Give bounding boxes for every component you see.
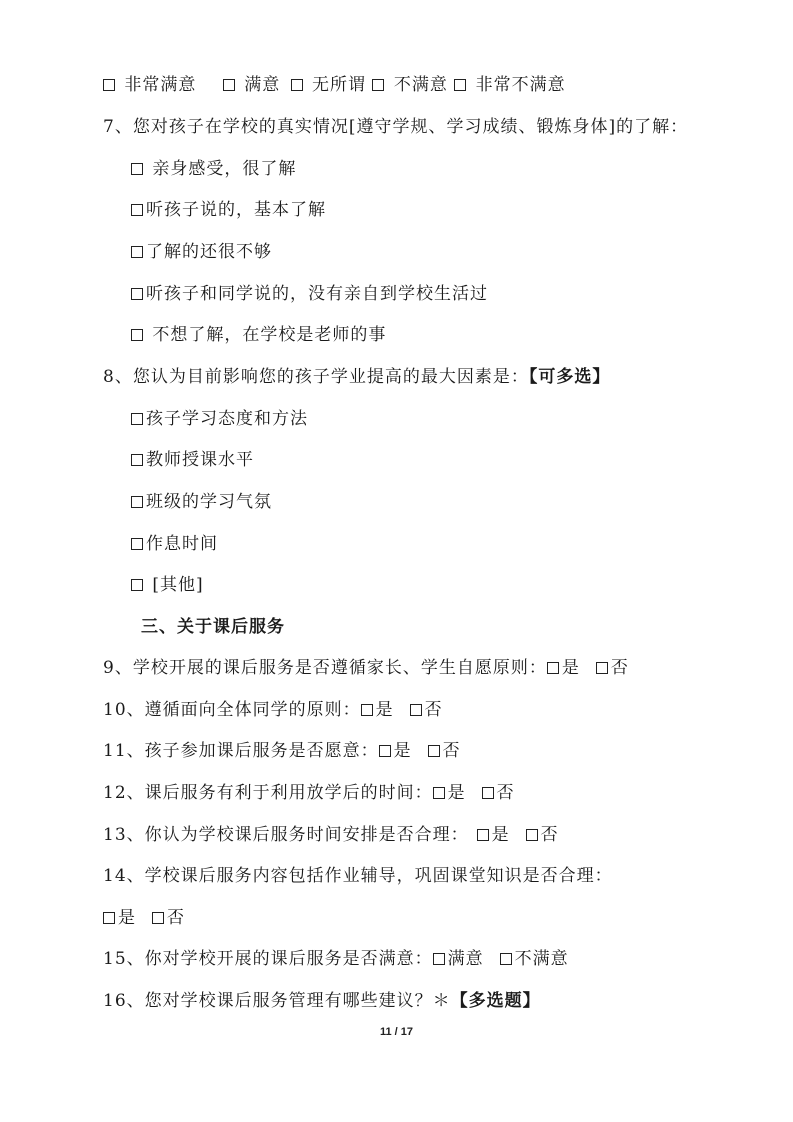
q8-option-4[interactable]: 作息时间 — [131, 533, 218, 555]
checkbox-icon[interactable] — [482, 787, 494, 799]
multi-select-tag: 【可多选】 — [528, 367, 611, 387]
checkbox-icon[interactable] — [103, 79, 115, 91]
checkbox-icon[interactable] — [596, 662, 608, 674]
q15-satisfied[interactable]: 满意 — [433, 948, 484, 970]
q8-option-3[interactable]: 班级的学习气氛 — [131, 491, 272, 513]
checkbox-icon[interactable] — [131, 288, 143, 300]
q9-question: 9、学校开展的课后服务是否遵循家长、学生自愿原则： 是 否 — [103, 658, 629, 678]
q13-question: 13、你认为学校课后服务时间安排是否合理： 是 否 — [103, 825, 559, 845]
checkbox-icon[interactable] — [131, 329, 143, 341]
q7-option-3[interactable]: 了解的还很不够 — [131, 241, 272, 263]
checkbox-icon[interactable] — [131, 413, 143, 425]
checkbox-icon[interactable] — [131, 204, 143, 216]
checkbox-icon[interactable] — [131, 538, 143, 550]
q6-option-1[interactable]: 非常满意 — [103, 74, 196, 96]
q9-yes[interactable]: 是 — [547, 657, 580, 679]
q14-yes[interactable]: 是 — [103, 907, 136, 929]
q11-question: 11、孩子参加课后服务是否愿意： 是 否 — [103, 741, 461, 761]
checkbox-icon[interactable] — [547, 662, 559, 674]
checkbox-icon[interactable] — [372, 79, 384, 91]
q10-question: 10、遵循面向全体同学的原则： 是 否 — [103, 700, 443, 720]
q13-yes[interactable]: 是 — [477, 824, 510, 846]
q7-option-2[interactable]: 听孩子说的，基本了解 — [131, 199, 326, 221]
q8-question: 8、您认为目前影响您的孩子学业提高的最大因素是：【可多选】 — [103, 367, 611, 387]
q14-question: 14、学校课后服务内容包括作业辅导，巩固课堂知识是否合理： — [103, 866, 613, 886]
q9-no[interactable]: 否 — [596, 657, 629, 679]
checkbox-icon[interactable] — [379, 745, 391, 757]
checkbox-icon[interactable] — [131, 496, 143, 508]
q11-no[interactable]: 否 — [428, 740, 461, 762]
checkbox-icon[interactable] — [477, 829, 489, 841]
q7-option-1[interactable]: 亲身感受，很了解 — [131, 158, 296, 180]
q7-option-5[interactable]: 不想了解，在学校是老师的事 — [131, 324, 386, 346]
q6-option-5[interactable]: 非常不满意 — [454, 74, 565, 96]
checkbox-icon[interactable] — [291, 79, 303, 91]
q8-option-1[interactable]: 孩子学习态度和方法 — [131, 408, 308, 430]
q7-option-4[interactable]: 听孩子和同学说的，没有亲自到学校生活过 — [131, 283, 488, 305]
q8-option-5[interactable]: [其他] — [131, 574, 204, 596]
checkbox-icon[interactable] — [433, 787, 445, 799]
q12-question: 12、课后服务有利于利用放学后的时间： 是 否 — [103, 783, 515, 803]
checkbox-icon[interactable] — [223, 79, 235, 91]
q10-no[interactable]: 否 — [410, 699, 443, 721]
q7-question: 7、您对孩子在学校的真实情况[遵守学规、学习成绩、锻炼身体]的了解： — [103, 117, 689, 137]
checkbox-icon[interactable] — [428, 745, 440, 757]
q15-question: 15、你对学校开展的课后服务是否满意： 满意 不满意 — [103, 949, 569, 969]
q10-yes[interactable]: 是 — [361, 699, 394, 721]
q8-option-2[interactable]: 教师授课水平 — [131, 449, 254, 471]
checkbox-icon[interactable] — [410, 704, 422, 716]
checkbox-icon[interactable] — [131, 163, 143, 175]
q14-options — [103, 907, 185, 929]
checkbox-icon[interactable] — [131, 246, 143, 258]
multi-select-tag: 【多选题】 — [450, 991, 541, 1011]
q11-yes[interactable]: 是 — [379, 740, 412, 762]
q12-no[interactable]: 否 — [482, 782, 515, 804]
q12-yes[interactable]: 是 — [433, 782, 466, 804]
checkbox-icon[interactable] — [361, 704, 373, 716]
checkbox-icon[interactable] — [500, 953, 512, 965]
q15-not-satisfied[interactable]: 不满意 — [500, 948, 569, 970]
checkbox-icon[interactable] — [526, 829, 538, 841]
checkbox-icon[interactable] — [152, 912, 164, 924]
checkbox-icon[interactable] — [131, 454, 143, 466]
q6-options — [103, 74, 566, 96]
q16-question: 16、您对学校课后服务管理有哪些建议？＊【多选题】 — [103, 991, 541, 1011]
q13-no[interactable]: 否 — [526, 824, 559, 846]
checkbox-icon[interactable] — [131, 579, 143, 591]
page-number: 11 / 17 — [379, 1026, 414, 1038]
q14-no[interactable]: 否 — [152, 907, 185, 929]
checkbox-icon[interactable] — [103, 912, 115, 924]
q6-option-4[interactable]: 不满意 — [372, 74, 447, 96]
checkbox-icon[interactable] — [454, 79, 466, 91]
checkbox-icon[interactable] — [433, 953, 445, 965]
q6-option-2[interactable]: 满意 — [223, 74, 280, 96]
section-title: 三、关于课后服务 — [141, 617, 285, 637]
q6-option-3[interactable]: 无所谓 — [291, 74, 366, 96]
